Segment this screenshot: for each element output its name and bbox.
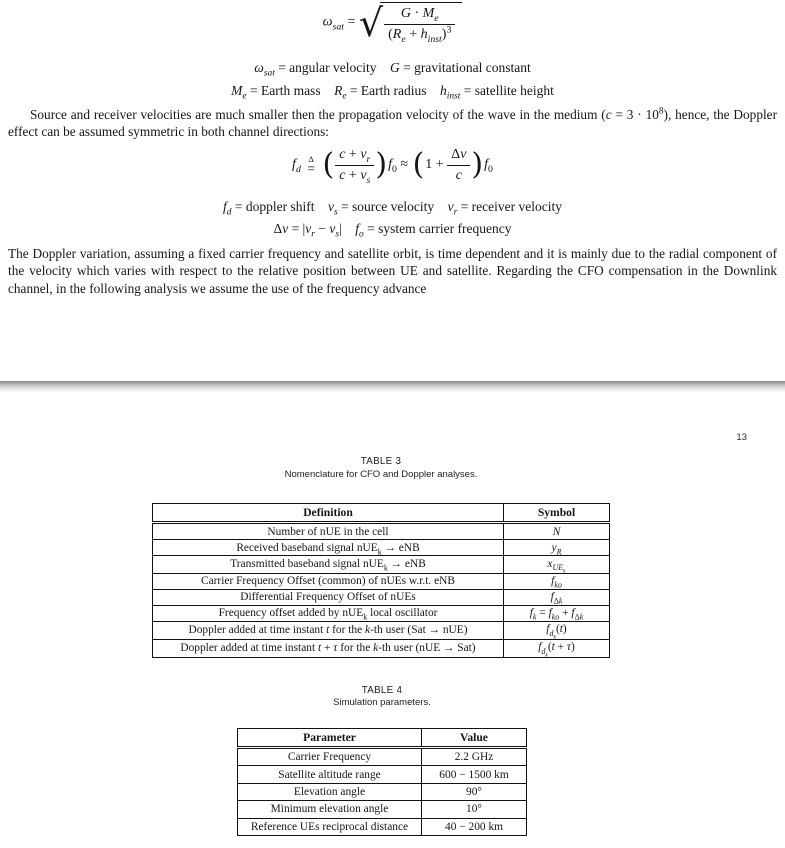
page-number: 13 (736, 432, 747, 443)
table-row (153, 621, 610, 639)
symbol-definitions-omega: $\omega_{sat}$ = angular velocity G = gravitational constant (254, 60, 531, 79)
definition-cell: Carrier Frequency Offset (common) of nUEs w.r.t. eNB (153, 573, 504, 589)
symbol-cell: $f_{ko}$ (504, 573, 610, 589)
definition-cell: Doppler added at time instant t for the k-th user (Sat → nUE) (153, 621, 504, 639)
symbol-cell: $f_{\Delta k}$ (504, 589, 610, 605)
table-row (153, 540, 610, 556)
table4-simulation-parameters (237, 728, 527, 836)
equation-omega-sat: $\omega_{sat}$ = √ $\frac{G \cdot M_e}{(R_e + h_{inst})^3}$ (0, 2, 785, 43)
table4-caption: Simulation parameters. (333, 697, 431, 708)
value-cell: 2.2 GHz (422, 748, 527, 766)
parameter-cell: Minimum elevation angle (238, 801, 422, 818)
symbol-cell: $f_k = f_{ko} + f_{\Delta k}$ (504, 605, 610, 621)
value-cell: 90° (422, 783, 527, 800)
value-cell: 10° (422, 801, 527, 818)
table4-header-parameter: Parameter (238, 729, 422, 748)
table-row (238, 783, 527, 800)
table-row (153, 523, 610, 540)
table3-label: TABLE 3 (360, 456, 402, 467)
symbol-definitions-earth: $M_e$ = Earth mass $R_e$ = Earth radius $h_{inst}$ = satellite height (231, 83, 554, 102)
table3-header-symbol: Symbol (504, 504, 610, 523)
table4-label: TABLE 4 (361, 685, 403, 696)
parameter-cell: Reference UEs reciprocal distance (238, 818, 422, 835)
table-row (238, 766, 527, 783)
table-row (238, 748, 527, 766)
definition-cell: Number of nUE in the cell (153, 523, 504, 540)
definition-cell: Received baseband signal nUE$_k$ → eNB (153, 540, 504, 556)
symbol-cell: N (504, 523, 610, 540)
table3-header-definition: Definition (153, 504, 504, 523)
parameter-cell: Carrier Frequency (238, 748, 422, 766)
table-row (153, 589, 610, 605)
table4-header-value: Value (422, 729, 527, 748)
value-cell: 600 − 1500 km (422, 766, 527, 783)
table-row (153, 605, 610, 621)
page-divider (0, 381, 785, 392)
definition-cell: Transmitted baseband signal nUE$_k$ → eNB (153, 556, 504, 574)
symbol-cell: $x_{UE_k}$ (504, 556, 610, 574)
table-row (238, 801, 527, 818)
table-row (153, 573, 610, 589)
table-row (238, 818, 527, 835)
symbol-definitions-doppler: $f_d$ = doppler shift $v_s$ = source velocity $v_r$ = receiver velocity (223, 199, 562, 218)
value-cell: 40 − 200 km (422, 818, 527, 835)
parameter-cell: Elevation angle (238, 783, 422, 800)
definition-cell: Frequency offset added by nUE$_k$ local oscillator (153, 605, 504, 621)
table3-caption: Nomenclature for CFO and Doppler analyses. (284, 469, 478, 480)
table3-header-row (153, 504, 610, 523)
definition-cell: Doppler added at time instant t + τ for the k-th user (nUE → Sat) (153, 639, 504, 657)
symbol-cell: $f_{d_k}(t)$ (504, 621, 610, 639)
symbol-definitions-delta-v: $\Delta v = |v_r - v_s|$ $f_o$ = system carrier frequency (273, 221, 512, 240)
symbol-cell: $y_R$ (504, 540, 610, 556)
symbol-cell: $f_{d_k}(t + \tau)$ (504, 639, 610, 657)
definition-cell: Differential Frequency Offset of nUEs (153, 589, 504, 605)
parameter-cell: Satellite altitude range (238, 766, 422, 783)
table3-nomenclature (152, 503, 610, 658)
paragraph-doppler-symmetric: Source and receiver velocities are much smaller then the propagation velocity of the wave in the medium $(c = 3 \cdot 10^8)$, hence, the Doppler effect can be assumed symmetric in both channel directions: (8, 106, 777, 140)
table4-header-row (238, 729, 527, 748)
paragraph-doppler-variation: The Doppler variation, assuming a fixed carrier frequency and satellite orbit, is time dependent and it is mainly due to the radial component of the velocity which varies with respect to the relative position between UE and satellite. Regarding the CFO compensation in the Downlink channel, in the following analysis we assume the use of the frequency advance (8, 246, 777, 296)
table-row (153, 556, 610, 574)
table-row (153, 639, 610, 657)
equation-doppler-shift: $f_d$ Δ = ( $\frac{c + v_r}{c + v_s}$ )$f_0 \approx (1$ + $\frac{\Delta v}{c}$ )$f_0$ (292, 147, 493, 186)
